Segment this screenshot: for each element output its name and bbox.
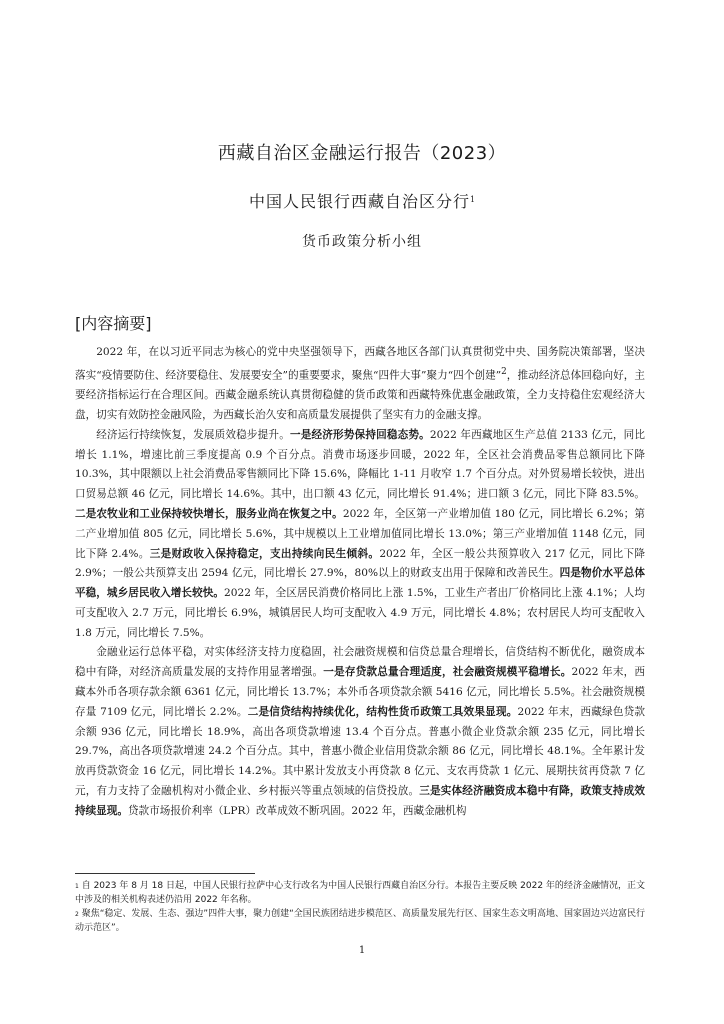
report-title: 西藏自治区金融运行报告（2023） xyxy=(217,143,507,164)
text-run: 2022 年，在以习近平同志为核心的党中央坚强领导下，西藏各地区各部门认真贯彻党中央、国务院决策部署，坚决落实“疫情要防住、经济要稳住、发展要安全”的重要要求，聚焦“四件大事”聚力“四个创建” xyxy=(75,346,645,382)
footnote xyxy=(75,880,645,907)
highlight-phrase: 三是实体经济融资成本稳中有降，政策支持成效持续显现。 xyxy=(75,785,645,817)
text-run: 经济运行持续恢复，发展质效稳步提升。 xyxy=(96,428,290,441)
text-run: 2022 年，全区一般公共预算收入 217 亿元，同比下降 2.9%；一般公共预算支出 2594 亿元，同比增长 27.9%，80%以上的财政支出用于保障和改善民生。 xyxy=(75,547,646,580)
text-run: 2022 年末，西藏绿色贷款余额 936 亿元，同比增长 18.9%，高出各项贷款增速 13.4 个百分点。普惠小微企业贷款余额 235 亿元，同比增长 29.7%，高出各项贷款增速 24.2 个百分点。其中，普惠小微企业信用贷款余额 86 亿元，同比增长 48.1%。全年累计发放再贷款资金 16 亿元，同比增长 14.2%。其中累计发放支小再贷款 8 亿元、支农再贷款 1 亿元、展期扶贫再贷款 7 亿元，有力支持了金融机构对小微企业、乡村振兴等重点领域的信贷投放。 xyxy=(75,705,645,798)
text-run: 贷款市场报价利率（LPR）改革成效不断巩固。2022 年，西藏金融机构 xyxy=(127,804,467,817)
highlight-phrase: 四是物价水平总体平稳，城乡居民收入增长较快。 xyxy=(75,567,645,600)
text-run: 2022 年西藏地区生产总值 2133 亿元，同比增长 1.1%，增速比前三季度提高 0.9 个百分点。消费市场逐步回暖，2022 年，全区社会消费品零售总额同比下降 10.3%，其中限额以上社会消费品零售额同比下降 15.6%，降幅比 1-11 月收窄 1.7 个百分点。对外贸易增长较快，进出口贸易总额 46 亿元，同比增长 14.6%。其中，出口额 43 亿元，同比增长 91.4%；进口额 3 亿元，同比下降 83.5%。 xyxy=(75,428,646,501)
author-group: 货币政策分析小组 xyxy=(302,234,422,250)
text-run: 2022 年末，西藏本外币各项存款余额 6361 亿元，同比增长 13.7%；本外币各项贷款余额 5416 亿元，同比增长 5.5%。社会融资规模存量 7109 亿元，同比增长 2.2%。 xyxy=(75,666,646,718)
footnotes xyxy=(75,880,645,936)
abstract-body xyxy=(75,343,645,822)
section-heading: [内容摘要] xyxy=(75,314,152,333)
footnote-mark: 2 xyxy=(75,911,79,918)
footnote-mark: 1 xyxy=(75,883,79,890)
body-paragraph xyxy=(75,426,645,644)
author-line xyxy=(0,192,724,212)
footnote-ref[interactable]: 2 xyxy=(501,366,507,377)
highlight-phrase: 一是经济形势保持回稳态势。 xyxy=(289,428,430,441)
body-paragraph xyxy=(75,643,645,821)
footnote-text: 自 2023 年 8 月 18 日起，中国人民银行拉萨中心支行改名为中国人民银行西藏自治区分行。本报告主要反映 2022 年的经济金融情况，正文中涉及的相关机构表述仍沿用 2022 年名称。 xyxy=(75,881,645,905)
text-run: 2022 年，全区居民消费价格同比上涨 1.5%，工业生产者出厂价格同比上涨 4.1%；人均可支配收入 2.7 万元，同比增长 6.9%，城镇居民人均可支配收入 4.9 万元，同比增长 4.8%；农村居民人均可支配收入 1.8 万元，同比增长 7.5%。 xyxy=(75,587,646,639)
highlight-phrase: 二是信贷结构持续优化，结构性货币政策工具效果显现。 xyxy=(247,705,518,718)
footnote xyxy=(75,908,645,935)
highlight-phrase: 三是财政收入保持稳定，支出持续向民生倾斜。 xyxy=(149,547,380,560)
footnote-text: 聚焦“稳定、发展、生态、强边”四件大事，聚力创建“全国民族团结进步模范区、高质量发展先行区、国家生态文明高地、国家固边兴边富民行动示范区”。 xyxy=(75,909,645,933)
highlight-phrase: 二是农牧业和工业保持较快增长，服务业尚在恢复之中。 xyxy=(75,507,343,520)
author-name: 中国人民银行西藏自治区分行 xyxy=(248,192,470,211)
text-run: 2022 年，全区第一产业增加值 180 亿元，同比增长 6.2%；第二产业增加值 805 亿元，同比增长 5.6%，其中规模以上工业增加值同比增长 13.0%；第三产业增加值 1148 亿元，同比下降 2.4%。 xyxy=(75,507,646,560)
body-paragraph xyxy=(75,343,645,426)
text-run: ，推动经济总体回稳向好，主要经济指标运行在合理区间。西藏金融系统认真贯彻稳健的货币政策和西藏特殊优惠金融政策，全力支持稳住宏观经济大盘，切实有效防控金融风险，为西藏长治久安和高质量发展提供了坚实有力的金融支撑。 xyxy=(75,369,646,421)
author-footnote-mark[interactable]: 1 xyxy=(469,195,476,204)
highlight-phrase: 一是存贷款总量合理适度，社会融资规模平稳增长。 xyxy=(323,666,572,679)
page-number: 1 xyxy=(358,945,366,956)
text-run: 金融业运行总体平稳，对实体经济支持力度稳固，社会融资规模和信贷总量合理增长，信贷结构不断优化，融资成本稳中有降，对经济高质量发展的支持作用显著增强。 xyxy=(75,646,645,679)
footnote-divider xyxy=(75,873,255,874)
